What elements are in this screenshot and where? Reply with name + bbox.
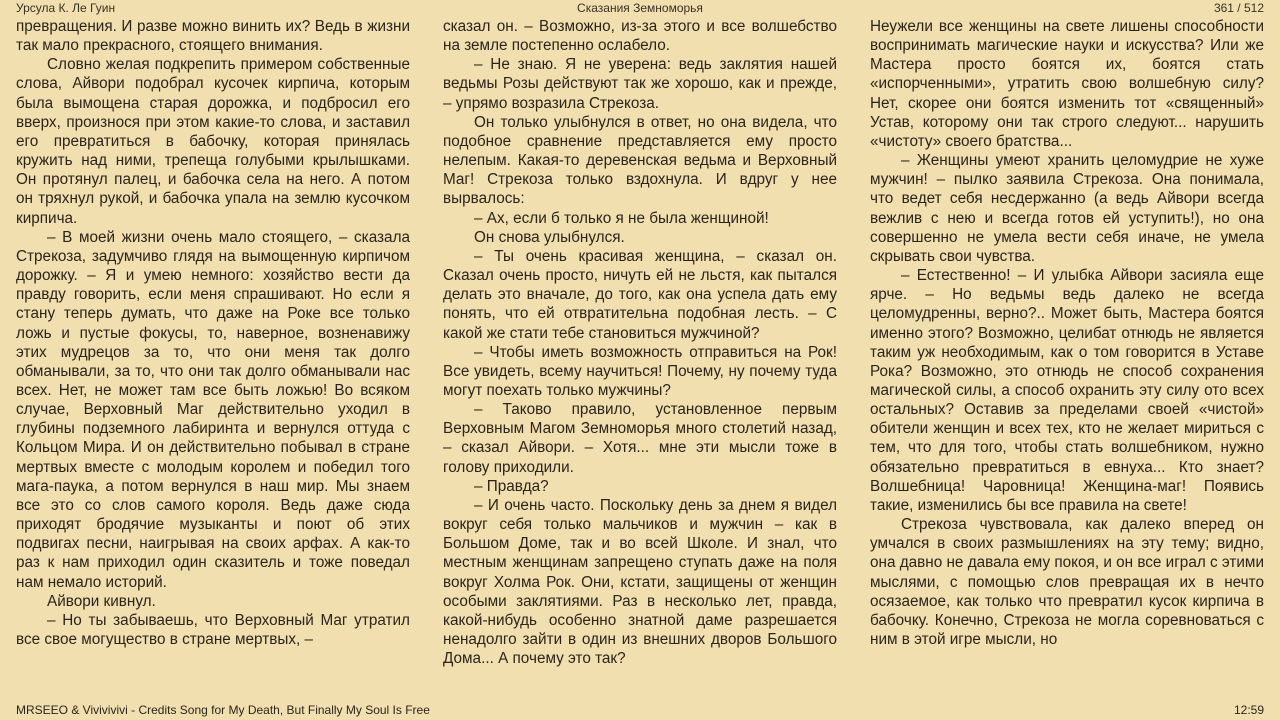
paragraph: – Женщины умеют хранить целомудрие не хуже мужчин! – пылко заявила Стрекоза. Она понимала, что ведет себя несдержанно (а ведь Айвори всегда вежлив с нею и всегда готов ей уступить!), но она совершенно не умела вести себя иначе, не умела скрывать свои чувства. — [870, 152, 1264, 265]
paragraph: – Не знаю. Я не уверена: ведь заклятия нашей ведьмы Розы действуют так же хорошо, как и прежде, – упрямо возразила Стрекоза. — [443, 56, 837, 112]
paragraph: – Ах, если б только я не была женщиной! — [474, 209, 769, 227]
paragraph: – Ты очень красивая женщина, – сказал он. Сказал очень просто, ничуть ей не льстя, как пытался делать это вначале, до того, как она успела дать ему понять, что ей отвратительна подобная лесть. – С какой же стати тебе становиться мужчиной? — [443, 247, 837, 342]
paragraph: Айвори кивнул. — [47, 592, 156, 610]
book-author-title: Урсула К. Ле Гуин — [16, 1, 116, 15]
paragraph: Стрекоза чувствовала, как далеко вперед он умчался в своих размышлениях на эту тему; видно, она давно не давала ему покоя, и он все играл с этими мыслями, с помощью слов превращая их в нечто осязаемое, как только что превратил кусок кирпича в бабочку. Конечно, Стрекоза не могла соревноваться с ним в этой игре мысли, но — [870, 516, 1264, 648]
paragraph: – Таково правило, установленное первым Верховным Магом Земноморья много столетий назад, – сказал Айвори. – Хотя... мне эти мысли тоже в голову приходили. — [443, 401, 837, 476]
text-column-right[interactable] — [870, 17, 1264, 697]
text-column-left[interactable] — [16, 17, 410, 697]
paragraph: Он снова улыбнулся. — [474, 228, 625, 246]
book-title: Сказания Земноморья — [577, 1, 703, 15]
paragraph: Словно желая подкрепить примером собственные слова, Айвори подобрал кусочек кирпича, которым была вымощена старая дорожка, и подбросил его вверх, произнося при этом какие-то слова, и заставил его превратиться в бабочку, которая принялась кружить над ними, трепеща голубыми крылышками. Он протянул палец, и бабочка села на него. А потом он тряхнул рукой, и бабочка упала на землю кусочком кирпича. — [16, 56, 410, 227]
paragraph: превращения. И разве можно винить их? Ведь в жизни так мало прекрасного, стоящего внимания. — [16, 18, 410, 55]
paragraph: – Естественно! – И улыбка Айвори засияла еще ярче. – Но ведьмы ведь далеко не всегда целомудренны, верно?.. Может быть, Мастера боятся именно этого? Возможно, целибат отнюдь не является таким уж необходимым, как о том говорится в Уставе Рока? Возможно, это отнюдь не способ сохранения магической силы, а способ охранить эту силу ото всех остальных? Оставив за пределами своей «чистой» обители женщин и всех тех, кто не желает мириться с тем, что для того, чтобы стать волшебником, нужно обязательно превратиться в евнуха... Кто знает? Волшебница! Чаровница! Женщина-маг! Появись такие, изменились бы все правила на свете! — [870, 267, 1264, 514]
now-playing-track[interactable]: MRSEEO & Vivivivivi - Credits Song for My Death, But Finally My Soul Is Free — [16, 703, 430, 717]
paragraph: – Правда? — [474, 477, 549, 495]
paragraph: – И очень часто. Поскольку день за днем я видел вокруг себя только мальчиков и мужчин – как в Большом Доме, так и во всей Школе. И знал, что местным женщинам запрещено ступать даже на поля вокруг Холма Рок. Они, кстати, защищены от женщин особыми заклятиями. Раз в несколько лет, правда, какой-нибудь особенно знатной даме разрешается ненадолго зайти в один из внешних дворов Большого Дома... А почему это так? — [443, 496, 837, 668]
paragraph: Неужели все женщины на свете лишены способности воспринимать магические науки и искусства? Или же Мастера просто боятся их, боятся стать «испорченными», утратить свою волшебную силу? Нет, скорее они боятся изменить тот «священный» Устав, которому они так строго следуют... нарушить «чистоту» своего братства... — [870, 18, 1264, 150]
text-column-middle[interactable] — [443, 17, 837, 697]
page-counter: 361 / 512 — [1213, 1, 1264, 15]
paragraph: Он только улыбнулся в ответ, но она видела, что подобное сравнение представляется ему просто нелепым. Какая-то деревенская ведьма и Верховный Маг! Стрекоза только вздохнула. И вдруг у нее вырвалось: — [443, 113, 837, 208]
status-clock: 12:59 — [1233, 703, 1264, 717]
paragraph: – В моей жизни очень мало стоящего, – сказала Стрекоза, задумчиво глядя на вымощенную кирпичом дорожку. – Я и умею немного: хозяйство вести да правду говорить, если меня спрашивают. Но если я стану теперь думать, что даже на Роке все только ложь и пустые фокусы, то, наверное, возненавижу этих мудрецов за то, что они меня так долго обманывали, за то, что они так долго обманывали нас всех. Нет, не может там все быть ложью! Во всяком случае, Верховный Маг действительно уходил в глубины подземного лабиринта и вернулся оттуда с Кольцом Мира. И он действительно побывал в стране мертвых вместе с молодым королем и победил того мага-паука, а потом вернулся в наш мир. Мы знаем все это со слов самого короля. Ведь даже сюда приходят бродячие музыканты и поют об этих подвигах песни, наигрывая на своих арфах. А как-то раз к нам приходил один сказитель и тоже поведал нам немало историй. — [16, 228, 410, 591]
paragraph: – Но ты забываешь, что Верховный Маг утратил все свое могущество в стране мертвых, – — [16, 611, 410, 648]
paragraph: – Чтобы иметь возможность отправиться на Рок! Все увидеть, всему научиться! Почему, ну почему туда могут поехать только мужчины? — [443, 343, 837, 399]
paragraph: сказал он. – Возможно, из-за этого и все волшебство на земле постепенно ослабело. — [443, 18, 837, 55]
